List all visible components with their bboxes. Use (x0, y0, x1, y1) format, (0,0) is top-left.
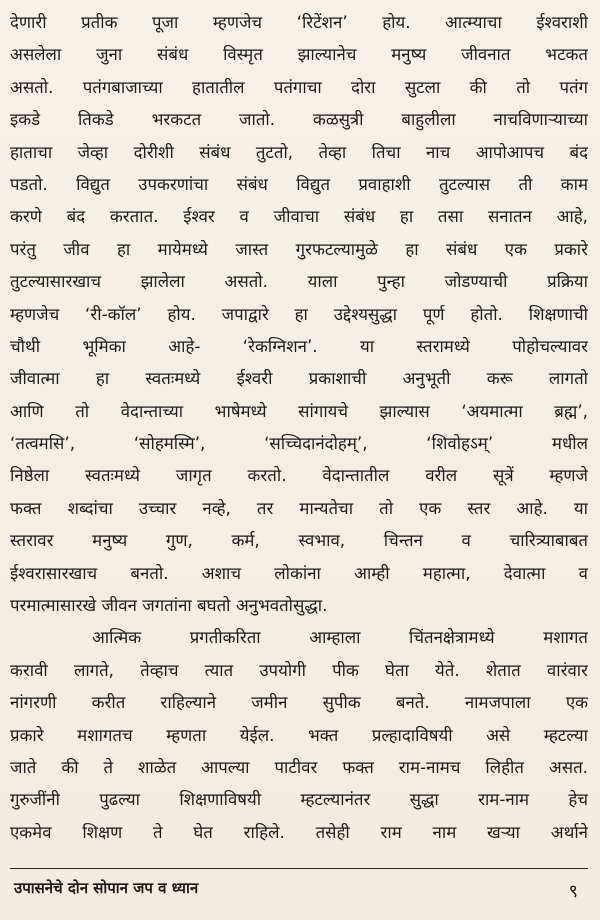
text-line: जीवात्मा हा स्वतःमध्ये ईश्वरी प्रकाशाची अनुभूती करू लागतो (10, 368, 588, 389)
text-line: एकमेव शिक्षण ते घेत राहिले. तसेही राम नाम खऱ्या अर्थाने (10, 821, 588, 842)
text-line: गुरुजींनी पुढल्या शिक्षणाविषयी म्हटल्यानंतर सुद्धा राम-नाम हेच (10, 789, 588, 810)
text-line: चौथी भूमिका आहे- ‘रेकग्निशन’. या स्तरामध्ये पोहोचल्यावर (10, 335, 588, 356)
text-line: असलेला जुना संबंध विस्मृत झाल्यानेच मनुष्य जीवनात भटकत (10, 44, 588, 65)
text-line: फक्त शब्दांचा उच्चार नव्हे, तर मान्यतेचा तो एक स्तर आहे. या (10, 497, 588, 518)
text-line: करावी लागते, तेव्हाच त्यात उपयोगी पीक घेता येते. शेतात वारंवार (10, 659, 588, 680)
footer-divider (10, 868, 588, 869)
text-line: ईश्वरासारखाच बनतो. अशाच लोकांना आम्ही महात्मा, देवात्मा व (10, 562, 588, 583)
text-line: निष्ठेला स्वतःमध्ये जागृत करतो. वेदान्तातील वरील सूत्रें म्हणजे (10, 465, 588, 486)
page-number: ९ (568, 881, 578, 902)
text-line: ‘तत्वमसि’, ‘सोहमस्मि’, ‘सच्चिदानंदोहम्’, ‘शिवोहऽम्’ मधील (10, 433, 588, 454)
paragraph-start-line: आत्मिक प्रगतीकरिता आम्हाला चिंतनक्षेत्रामध्ये मशागत (92, 627, 588, 648)
text-line: हाताचा जेव्हा दोरीशी संबंध तुटतो, तेव्हा तिचा नाच आपोआपच बंद (10, 141, 588, 162)
text-line: प्रकारे मशागतच म्हणता येईल. भक्त प्रल्हादाविषयी असे म्हटल्या (10, 724, 588, 745)
text-line: इकडे तिकडे भरकटत जातो. कळसुत्री बाहुलीला नाचविणाऱ्याच्या (10, 109, 588, 130)
paragraph-end-line: परमात्मासारखे जीवन जगतांना बघतो अनुभवतोसुद्धा. (10, 595, 328, 616)
text-line: म्हणजेच ‘री-कॉल’ होय. जपाद्वारे हा उद्देश्यसुद्धा पूर्ण होतो. शिक्षणाची (10, 303, 588, 324)
text-line: नांगरणी करीत राहिल्याने जमीन सुपीक बनते. नामजपाला एक (10, 692, 588, 713)
text-line: स्तरावर मनुष्य गुण, कर्म, स्वभाव, चिन्तन व चारित्र्याबाबत (10, 530, 588, 551)
text-line: पडतो. विद्युत उपकरणांचा संबंध विद्युत प्रवाहाशी तुटल्यास ती काम (10, 173, 588, 194)
text-line: जाते की ते शाळेत आपल्या पाटीवर फक्त राम-नामच लिहीत असत. (10, 756, 588, 777)
text-line: देणारी प्रतीक पूजा म्हणजेच ‘रिटेंशन’ होय. आत्म्याचा ईश्वराशी (10, 12, 588, 32)
text-line: असतो. पतंगबाजाच्या हातातील पतंगाचा दोरा सुटला की तो पतंग (10, 76, 588, 97)
text-line: परंतु जीव हा मायेमध्ये जास्त गुरफटल्यामुळे हा संबंध एक प्रकारे (10, 238, 588, 259)
text-line: तुटल्यासारखाच झालेला असतो. याला पुन्हा जोडण्याची प्रक्रिया (10, 271, 588, 292)
text-line: करणे बंद करतात. ईश्वर व जीवाचा संबंध हा तसा सनातन आहे, (10, 206, 588, 227)
text-line: आणि तो वेदान्ताच्या भाषेमध्ये सांगायचे झाल्यास ‘अयमात्मा ब्रह्म’, (10, 400, 588, 421)
running-footer-title: उपासनेचे दोन सोपान जप व ध्यान (14, 879, 199, 897)
body-text (10, 6, 588, 848)
